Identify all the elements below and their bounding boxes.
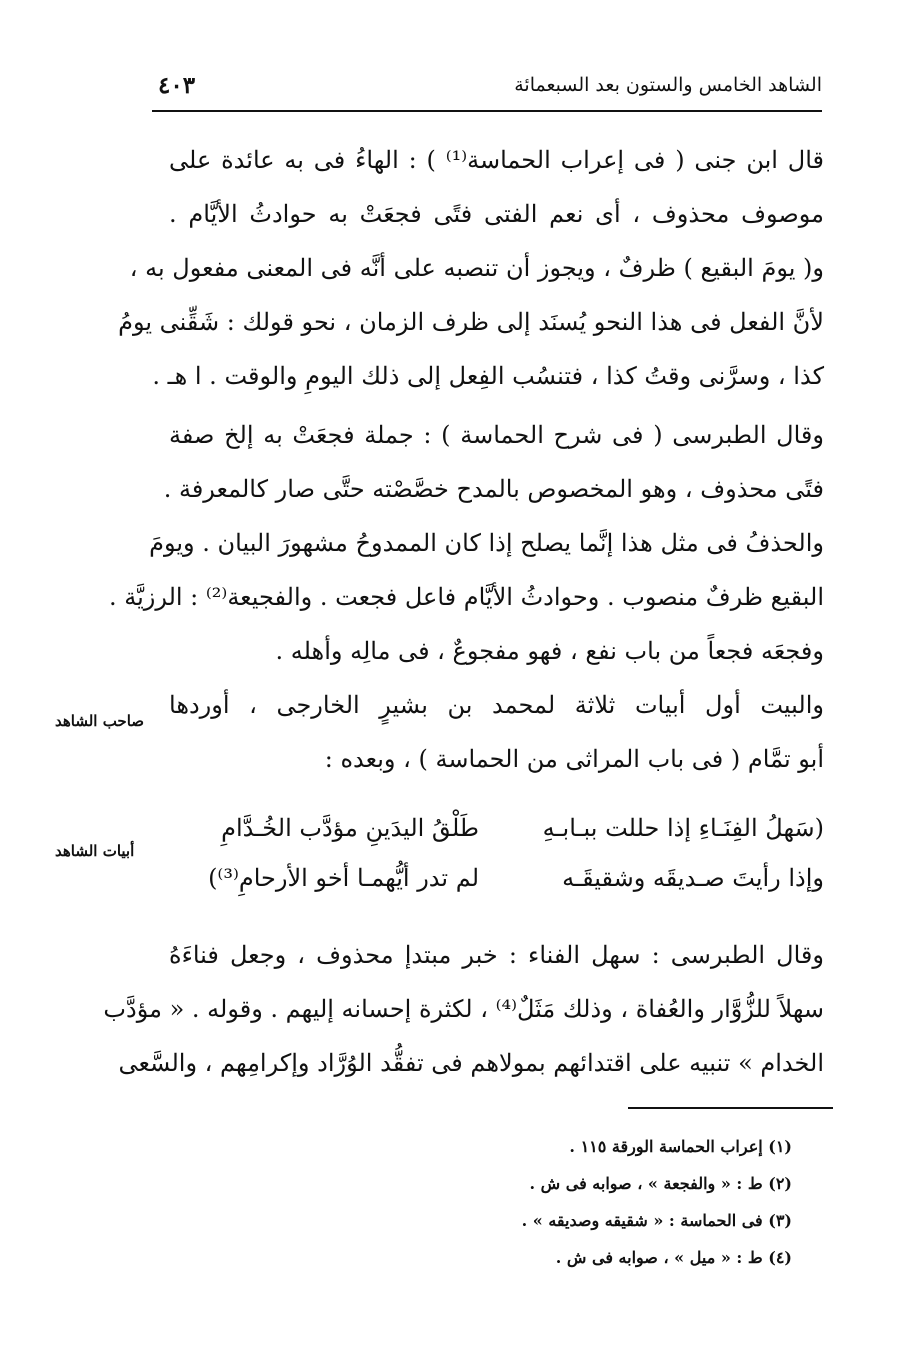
verse-second-hemistich: لم تدر أيُّهمـا أخو الأرحامِ⁽³⁾): [208, 864, 479, 892]
margin-label-verses: أبيات الشاهد: [55, 842, 135, 860]
text-line: و( يومَ البقيع ) ظرفٌ ، ويجوز أن تنصبه على أنَّه فى المعنى مفعول به ،: [129, 254, 824, 282]
running-title: الشاهد الخامس والستون بعد السبعمائة: [514, 74, 822, 96]
footnote: (٢) ط : « والفجعة » ، صوابه فى ش .: [529, 1174, 792, 1193]
verse-first-hemistich: وإذا رأيتَ صـديقَه وشقيقَـه: [562, 864, 824, 892]
text-line: وفجعَه فجعاً من باب نفع ، فهو مفجوعٌ ، فى مالِه وأهله .: [275, 637, 824, 665]
text-line: وقال الطبرسى ( فى شرح الحماسة ) : جملة فجعَتْ به إلخ صفة: [169, 421, 824, 449]
footnotes: [272, 1128, 792, 1276]
text-line: وقال الطبرسى : سهل الفناء : خبر مبتدإ محذوف ، وجعل فناءَهُ: [169, 941, 824, 969]
text-line: البقيع ظرفٌ منصوب . وحوادثُ الأيَّام فاعل فجعت . والفجيعة⁽²⁾ : الرزيَّة .: [108, 583, 824, 611]
text-line: الخدام » تنبيه على اقتدائهم بمولاهم فى تفقُّد الوُرَّاد وإكرامِهم ، والسَّعى: [118, 1049, 824, 1077]
footnote: (٤) ط : « ميل » ، صوابه فى ش .: [555, 1248, 792, 1267]
paragraph-tabarsi-1: [108, 408, 824, 678]
poem-verses: [169, 803, 824, 903]
verse: [169, 853, 824, 903]
verse-first-hemistich: (سَهلُ الفِنَـاءِ إذا حللت ببـابـهِ: [542, 814, 824, 842]
text-line: موصوف محذوف ، أى نعم الفتى فتًى فجعَتْ به حوادثُ الأيَّام .: [169, 200, 824, 228]
paragraph-poet-info: [169, 678, 824, 786]
footnote: (١) إعراب الحماسة الورقة ١١٥ .: [569, 1137, 792, 1156]
text-line: قال ابن جنى ( فى إعراب الحماسة⁽¹⁾ ) : الهاءُ فى به عائدة على: [169, 146, 824, 174]
text-line: فتًى محذوف ، وهو المخصوص بالمدح خصَّصْته حتَّى صار كالمعرفة .: [163, 475, 824, 503]
footnote-separator: [628, 1107, 833, 1109]
margin-label-poet: صاحب الشاهد: [55, 712, 145, 730]
paragraph-tabarsi-2: [103, 928, 824, 1090]
text-line: والحذفُ فى مثل هذا إنَّما يصلح إذا كان الممدوحُ مشهورَ البيان . ويومَ: [149, 529, 824, 557]
text-line: أبو تمَّام ( فى باب المراثى من الحماسة ) ، وبعده :: [324, 745, 824, 773]
footnote: (٣) فى الحماسة : « شقيقه وصديقه » .: [521, 1211, 792, 1230]
text-line: والبيت أول أبيات ثلاثة لمحمد بن بشيرٍ الخارجى ، أوردها: [169, 691, 824, 719]
running-header: [152, 70, 822, 112]
text-line: كذا ، وسرَّنى وقتُ كذا ، فتنسُب الفِعل إلى ذلك اليومِ والوقت . ا هـ .: [152, 362, 824, 390]
verse-second-hemistich: طَلْقُ اليدَينِ مؤدَّب الخُـدَّامِ: [221, 814, 479, 842]
page-number: ٤٠٣: [158, 72, 196, 99]
text-line: سهلاً للزُّوَّار والعُفاة ، وذلك مَثَلٌ⁽⁴⁾ ، لكثرة إحسانه إليهم . وقوله . « مؤدَّب: [103, 995, 824, 1023]
text-line: لأنَّ الفعل فى هذا النحو يُسنَد إلى ظرف الزمان ، نحو قولك : شَقِّنى يومُ: [118, 308, 824, 336]
verse: [169, 803, 824, 853]
paragraph-ibn-jinni: [118, 133, 824, 403]
